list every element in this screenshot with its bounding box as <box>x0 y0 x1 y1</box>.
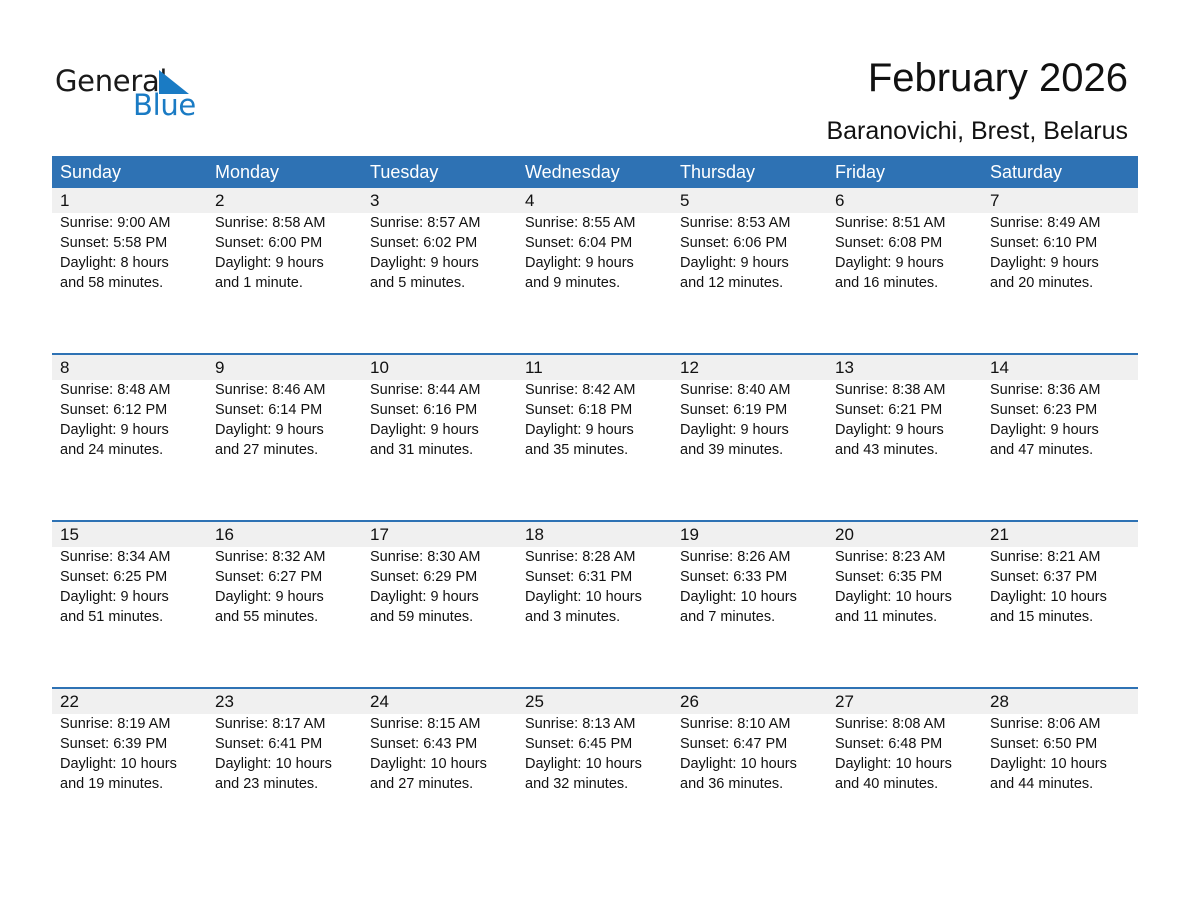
sunrise-text: Sunrise: 8:17 AM <box>215 716 326 732</box>
daylight-text: Daylight: 10 hours <box>525 589 642 605</box>
daylight-minutes-text: and 47 minutes. <box>990 442 1094 458</box>
day-cell <box>827 522 982 627</box>
daylight-text: Daylight: 9 hours <box>525 255 634 271</box>
day-number: 2 <box>215 191 225 210</box>
sunrise-text: Sunrise: 8:48 AM <box>60 382 171 398</box>
week-row <box>52 520 1138 687</box>
daylight-text: Daylight: 10 hours <box>370 756 487 772</box>
daylight-text: Daylight: 10 hours <box>215 756 332 772</box>
sunrise-text: Sunrise: 8:10 AM <box>680 716 791 732</box>
daylight-text: Daylight: 10 hours <box>835 589 952 605</box>
day-cell <box>517 355 672 460</box>
sunrise-text: Sunrise: 8:58 AM <box>215 215 326 231</box>
daylight-text: Daylight: 8 hours <box>60 255 169 271</box>
day-number: 4 <box>525 191 535 210</box>
daylight-minutes-text: and 20 minutes. <box>990 275 1094 291</box>
daylight-text: Daylight: 9 hours <box>370 422 479 438</box>
day-number: 16 <box>215 525 234 544</box>
sunset-text: Sunset: 6:19 PM <box>680 402 788 418</box>
day-number: 8 <box>60 358 70 377</box>
daylight-minutes-text: and 7 minutes. <box>680 609 776 625</box>
sunrise-text: Sunrise: 9:00 AM <box>60 215 171 231</box>
day-number: 18 <box>525 525 544 544</box>
daylight-text: Daylight: 9 hours <box>60 589 169 605</box>
day-number: 13 <box>835 358 854 377</box>
daylight-text: Daylight: 10 hours <box>60 756 177 772</box>
day-cell <box>827 689 982 794</box>
sunset-text: Sunset: 6:10 PM <box>990 235 1098 251</box>
daylight-minutes-text: and 15 minutes. <box>990 609 1094 625</box>
logo-word-blue: Blue <box>133 88 196 122</box>
daylight-minutes-text: and 12 minutes. <box>680 275 784 291</box>
weekday-header-sunday: Sunday <box>60 162 122 182</box>
day-number: 14 <box>990 358 1009 377</box>
weekday-header-tuesday: Tuesday <box>370 162 439 182</box>
day-number: 24 <box>370 692 389 711</box>
sunset-text: Sunset: 6:37 PM <box>990 569 1098 585</box>
sunrise-text: Sunrise: 8:23 AM <box>835 549 946 565</box>
weekday-header-thursday: Thursday <box>680 162 756 182</box>
day-cell <box>827 188 982 293</box>
daylight-text: Daylight: 10 hours <box>990 589 1107 605</box>
daylight-text: Daylight: 9 hours <box>215 255 324 271</box>
weekday-header-wednesday: Wednesday <box>525 162 620 182</box>
daylight-minutes-text: and 11 minutes. <box>835 609 938 625</box>
daylight-minutes-text: and 31 minutes. <box>370 442 474 458</box>
day-cell <box>982 355 1137 460</box>
sunset-text: Sunset: 6:25 PM <box>60 569 168 585</box>
sunrise-text: Sunrise: 8:38 AM <box>835 382 946 398</box>
day-number: 20 <box>835 525 854 544</box>
sunrise-text: Sunrise: 8:42 AM <box>525 382 636 398</box>
daylight-text: Daylight: 9 hours <box>835 422 944 438</box>
day-cell <box>52 522 207 627</box>
daylight-minutes-text: and 58 minutes. <box>60 275 164 291</box>
daylight-text: Daylight: 10 hours <box>835 756 952 772</box>
weekday-header-saturday: Saturday <box>990 162 1063 182</box>
daylight-minutes-text: and 40 minutes. <box>835 776 939 792</box>
day-number: 23 <box>215 692 234 711</box>
day-cell <box>207 522 362 627</box>
sunrise-text: Sunrise: 8:08 AM <box>835 716 946 732</box>
daylight-minutes-text: and 19 minutes. <box>60 776 164 792</box>
sunset-text: Sunset: 6:31 PM <box>525 569 633 585</box>
day-number: 28 <box>990 692 1009 711</box>
daylight-text: Daylight: 10 hours <box>680 589 797 605</box>
day-cell <box>672 188 827 293</box>
weekday-header-monday: Monday <box>215 162 280 182</box>
daylight-minutes-text: and 27 minutes. <box>215 442 319 458</box>
week-cells <box>52 689 1138 794</box>
day-number: 6 <box>835 191 845 210</box>
daylight-text: Daylight: 9 hours <box>525 422 634 438</box>
daylight-minutes-text: and 23 minutes. <box>215 776 319 792</box>
sunset-text: Sunset: 6:06 PM <box>680 235 788 251</box>
sunset-text: Sunset: 6:35 PM <box>835 569 943 585</box>
day-number: 22 <box>60 692 79 711</box>
day-cell <box>207 689 362 794</box>
week-cells <box>52 355 1138 460</box>
sunrise-text: Sunrise: 8:40 AM <box>680 382 791 398</box>
sunset-text: Sunset: 6:41 PM <box>215 736 323 752</box>
sunset-text: Sunset: 6:16 PM <box>370 402 478 418</box>
sunrise-text: Sunrise: 8:46 AM <box>215 382 326 398</box>
day-number: 5 <box>680 191 690 210</box>
location-subtitle: Baranovichi, Brest, Belarus <box>826 117 1128 145</box>
day-number: 7 <box>990 191 1000 210</box>
sunset-text: Sunset: 6:29 PM <box>370 569 478 585</box>
daylight-text: Daylight: 9 hours <box>835 255 944 271</box>
day-cell <box>362 188 517 293</box>
daylight-minutes-text: and 55 minutes. <box>215 609 319 625</box>
day-number: 25 <box>525 692 544 711</box>
day-cell <box>982 188 1137 293</box>
day-number: 1 <box>60 191 70 210</box>
daylight-minutes-text: and 36 minutes. <box>680 776 784 792</box>
day-cell <box>827 355 982 460</box>
sunrise-text: Sunrise: 8:19 AM <box>60 716 171 732</box>
daylight-minutes-text: and 27 minutes. <box>370 776 474 792</box>
sunset-text: Sunset: 6:23 PM <box>990 402 1098 418</box>
sunrise-text: Sunrise: 8:28 AM <box>525 549 636 565</box>
weekday-header-row <box>52 156 1138 188</box>
sunrise-text: Sunrise: 8:53 AM <box>680 215 791 231</box>
sunset-text: Sunset: 6:02 PM <box>370 235 478 251</box>
daylight-minutes-text: and 3 minutes. <box>525 609 621 625</box>
daylight-text: Daylight: 9 hours <box>680 255 789 271</box>
sunset-text: Sunset: 6:18 PM <box>525 402 633 418</box>
daylight-minutes-text: and 59 minutes. <box>370 609 474 625</box>
day-cell <box>207 188 362 293</box>
sunset-text: Sunset: 6:14 PM <box>215 402 323 418</box>
sunrise-text: Sunrise: 8:55 AM <box>525 215 636 231</box>
sunset-text: Sunset: 6:04 PM <box>525 235 633 251</box>
calendar-grid <box>52 156 1138 854</box>
page-title: February 2026 <box>867 56 1128 100</box>
daylight-text: Daylight: 10 hours <box>525 756 642 772</box>
daylight-minutes-text: and 16 minutes. <box>835 275 939 291</box>
day-cell <box>52 355 207 460</box>
sunset-text: Sunset: 6:39 PM <box>60 736 168 752</box>
day-cell <box>517 689 672 794</box>
sunrise-text: Sunrise: 8:26 AM <box>680 549 791 565</box>
daylight-text: Daylight: 9 hours <box>370 255 479 271</box>
week-row <box>52 687 1138 854</box>
sunrise-text: Sunrise: 8:30 AM <box>370 549 481 565</box>
sunrise-text: Sunrise: 8:49 AM <box>990 215 1101 231</box>
sunset-text: Sunset: 6:21 PM <box>835 402 943 418</box>
sunset-text: Sunset: 6:27 PM <box>215 569 323 585</box>
daylight-text: Daylight: 9 hours <box>215 422 324 438</box>
daylight-text: Daylight: 10 hours <box>990 756 1107 772</box>
sunset-text: Sunset: 6:47 PM <box>680 736 788 752</box>
day-cell <box>672 522 827 627</box>
day-number: 3 <box>370 191 380 210</box>
week-cells <box>52 188 1138 293</box>
day-number: 26 <box>680 692 699 711</box>
daylight-text: Daylight: 9 hours <box>990 422 1099 438</box>
sunrise-text: Sunrise: 8:51 AM <box>835 215 946 231</box>
daylight-minutes-text: and 43 minutes. <box>835 442 939 458</box>
daylight-minutes-text: and 9 minutes. <box>525 275 621 291</box>
day-cell <box>52 188 207 293</box>
day-cell <box>672 355 827 460</box>
sunset-text: Sunset: 6:12 PM <box>60 402 168 418</box>
daylight-minutes-text: and 32 minutes. <box>525 776 629 792</box>
day-number: 27 <box>835 692 854 711</box>
day-number: 11 <box>525 358 543 377</box>
day-number: 12 <box>680 358 699 377</box>
daylight-minutes-text: and 35 minutes. <box>525 442 629 458</box>
day-cell <box>517 188 672 293</box>
sunset-text: Sunset: 6:33 PM <box>680 569 788 585</box>
sunrise-text: Sunrise: 8:13 AM <box>525 716 636 732</box>
sunset-text: Sunset: 6:43 PM <box>370 736 478 752</box>
daylight-text: Daylight: 9 hours <box>60 422 169 438</box>
sunrise-text: Sunrise: 8:21 AM <box>990 549 1101 565</box>
day-number: 10 <box>370 358 389 377</box>
generalblue-logo <box>55 62 205 122</box>
day-number: 9 <box>215 358 225 377</box>
sunrise-text: Sunrise: 8:34 AM <box>60 549 171 565</box>
logo-word-general: General <box>55 64 168 98</box>
day-cell <box>982 689 1137 794</box>
day-cell <box>982 522 1137 627</box>
sunset-text: Sunset: 6:08 PM <box>835 235 943 251</box>
daylight-text: Daylight: 9 hours <box>370 589 479 605</box>
day-cell <box>362 522 517 627</box>
sunset-text: Sunset: 6:48 PM <box>835 736 943 752</box>
daylight-text: Daylight: 9 hours <box>680 422 789 438</box>
day-number: 15 <box>60 525 79 544</box>
week-cells <box>52 522 1138 627</box>
daylight-minutes-text: and 24 minutes. <box>60 442 164 458</box>
day-cell <box>207 355 362 460</box>
sunset-text: Sunset: 6:50 PM <box>990 736 1098 752</box>
day-cell <box>52 689 207 794</box>
day-number: 21 <box>990 525 1009 544</box>
day-number: 17 <box>370 525 389 544</box>
daylight-text: Daylight: 10 hours <box>680 756 797 772</box>
sunset-text: Sunset: 6:45 PM <box>525 736 633 752</box>
day-number: 19 <box>680 525 699 544</box>
daylight-minutes-text: and 5 minutes. <box>370 275 466 291</box>
daylight-minutes-text: and 39 minutes. <box>680 442 784 458</box>
day-cell <box>517 522 672 627</box>
sunrise-text: Sunrise: 8:06 AM <box>990 716 1101 732</box>
week-row <box>52 353 1138 520</box>
daylight-text: Daylight: 9 hours <box>990 255 1099 271</box>
daylight-text: Daylight: 9 hours <box>215 589 324 605</box>
sunrise-text: Sunrise: 8:44 AM <box>370 382 481 398</box>
sunrise-text: Sunrise: 8:32 AM <box>215 549 326 565</box>
week-row <box>52 188 1138 353</box>
daylight-minutes-text: and 1 minute. <box>215 275 303 291</box>
day-cell <box>362 355 517 460</box>
sunset-text: Sunset: 5:58 PM <box>60 235 168 251</box>
weekday-header-friday: Friday <box>835 162 886 182</box>
day-cell <box>672 689 827 794</box>
day-cell <box>362 689 517 794</box>
daylight-minutes-text: and 44 minutes. <box>990 776 1094 792</box>
sunrise-text: Sunrise: 8:57 AM <box>370 215 481 231</box>
sunrise-text: Sunrise: 8:36 AM <box>990 382 1101 398</box>
calendar-weeks <box>52 188 1138 854</box>
sunset-text: Sunset: 6:00 PM <box>215 235 323 251</box>
daylight-minutes-text: and 51 minutes. <box>60 609 164 625</box>
sunrise-text: Sunrise: 8:15 AM <box>370 716 481 732</box>
